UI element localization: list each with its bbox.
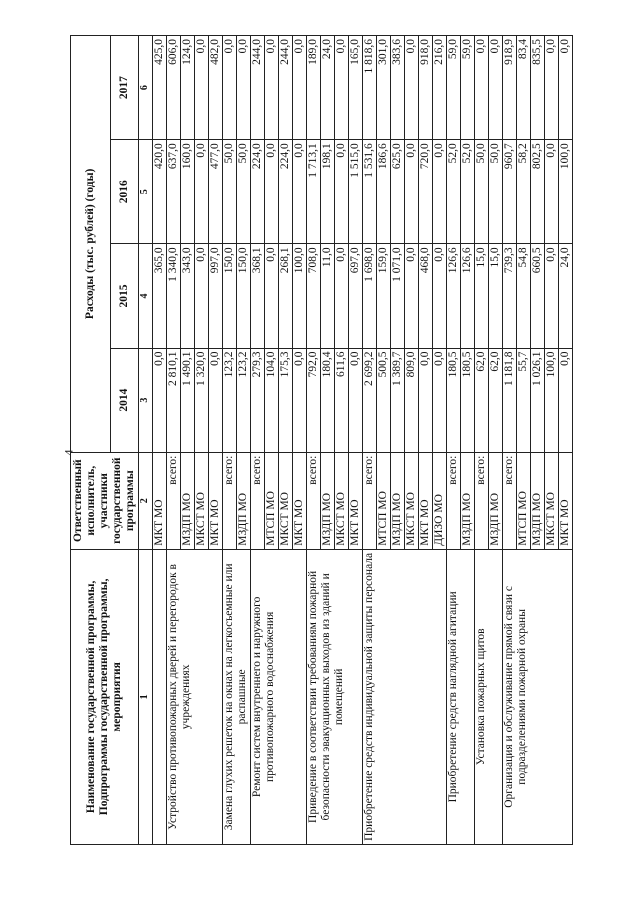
table-row: [503, 36, 517, 845]
expense-value: 477,0: [209, 140, 223, 244]
expense-value: 244,0: [279, 36, 293, 140]
expense-value: 52,0: [447, 140, 461, 244]
expense-value: 160,0: [181, 140, 195, 244]
responsible-executor: МЗДП МО: [181, 452, 195, 549]
header-year: 2016: [111, 140, 139, 244]
expense-value: 62,0: [489, 348, 503, 452]
header-expenses: Расходы (тыс. рублей) (годы): [71, 36, 111, 453]
expense-value: 500,5: [377, 348, 391, 452]
expense-value: 123,2: [237, 348, 251, 452]
expense-value: 708,0: [307, 244, 321, 348]
expense-value: 0,0: [419, 348, 433, 452]
expense-value: 0,0: [223, 36, 237, 140]
responsible-executor: МКТ МО: [559, 452, 573, 549]
responsible-executor: МКСТ МО: [195, 452, 209, 549]
header-year: 2017: [111, 36, 139, 140]
expense-value: 1 818,6: [363, 36, 377, 140]
expense-value: 960,7: [503, 140, 517, 244]
expense-value: 482,0: [209, 36, 223, 140]
responsible-executor: МТСП МО: [265, 452, 279, 549]
table-row: [223, 36, 237, 845]
expense-value: 425,0: [153, 36, 167, 140]
expense-value: 1 181,8: [503, 348, 517, 452]
expense-value: 1 389,7: [391, 348, 405, 452]
expense-value: 660,5: [531, 244, 545, 348]
expense-value: 100,0: [545, 348, 559, 452]
expense-value: 50,0: [475, 140, 489, 244]
measure-name: Приобретение средств индивидуальной защиты персонала: [363, 549, 447, 844]
expense-value: 124,0: [181, 36, 195, 140]
column-index: 6: [139, 36, 153, 140]
responsible-executor: МЗДП МО: [461, 452, 475, 549]
expense-value: 739,3: [503, 244, 517, 348]
total-label: всего:: [503, 452, 517, 549]
expense-value: 0,0: [405, 140, 419, 244]
expense-value: 24,0: [559, 244, 573, 348]
expense-value: 611,6: [335, 348, 349, 452]
expense-value: 0,0: [433, 140, 447, 244]
expense-value: 1 026,1: [531, 348, 545, 452]
expense-value: 1 071,0: [391, 244, 405, 348]
expense-value: 180,5: [447, 348, 461, 452]
expense-value: 0,0: [195, 244, 209, 348]
expense-value: 175,3: [279, 348, 293, 452]
expense-value: 2 810,1: [167, 348, 181, 452]
expense-value: 0,0: [475, 36, 489, 140]
total-label: всего:: [363, 452, 377, 549]
expense-value: 0,0: [335, 36, 349, 140]
table-row: [251, 36, 265, 845]
expense-value: 606,0: [167, 36, 181, 140]
expense-value: 637,0: [167, 140, 181, 244]
responsible-executor: МКСТ МО: [405, 452, 419, 549]
responsible-executor: МЗДП МО: [391, 452, 405, 549]
expense-value: 224,0: [251, 140, 265, 244]
expense-value: 0,0: [293, 140, 307, 244]
expense-value: 0,0: [545, 36, 559, 140]
expense-value: 0,0: [209, 348, 223, 452]
responsible-executor: МКСТ МО: [279, 452, 293, 549]
responsible-executor: МКСТ МО: [545, 452, 559, 549]
expense-value: 1 320,0: [195, 348, 209, 452]
expense-value: 83,4: [517, 36, 531, 140]
expense-value: 50,0: [237, 140, 251, 244]
expense-value: 2 699,2: [363, 348, 377, 452]
responsible-executor: МЗДП МО: [531, 452, 545, 549]
expense-value: 279,3: [251, 348, 265, 452]
expense-value: 59,0: [461, 36, 475, 140]
expense-value: 0,0: [195, 36, 209, 140]
responsible-executor: МЗДП МО: [489, 452, 503, 549]
expense-value: 50,0: [223, 140, 237, 244]
expense-value: 0,0: [293, 348, 307, 452]
table-row: [167, 36, 181, 845]
expense-value: 159,0: [377, 244, 391, 348]
expense-value: 383,6: [391, 36, 405, 140]
expense-value: 0,0: [545, 140, 559, 244]
expense-value: 11,0: [321, 244, 335, 348]
total-label: всего:: [251, 452, 265, 549]
expense-value: 165,0: [349, 36, 363, 140]
table-row: [475, 36, 489, 845]
measure-name: Приобретение средств наглядной агитации: [447, 549, 475, 844]
rotated-page: [70, 35, 590, 845]
expense-value: 180,5: [461, 348, 475, 452]
expense-value: 0,0: [335, 244, 349, 348]
expense-value: 123,2: [223, 348, 237, 452]
expense-value: 24,0: [321, 36, 335, 140]
responsible-executor: МКТ МО: [349, 452, 363, 549]
expense-value: 15,0: [475, 244, 489, 348]
table-body: [153, 36, 573, 845]
expense-value: 1 515,0: [349, 140, 363, 244]
measure-name: Ремонт систем внутреннего и наружного противопожарного водоснабжения: [251, 549, 307, 844]
page-number: 4: [61, 449, 76, 456]
table-row: [363, 36, 377, 845]
expense-value: 100,0: [293, 244, 307, 348]
expense-value: 0,0: [433, 244, 447, 348]
expense-value: 54,8: [517, 244, 531, 348]
expense-value: 301,0: [377, 36, 391, 140]
responsible-executor: МКТ МО: [293, 452, 307, 549]
header-responsible: Ответственный исполнитель, участники государственной программы: [71, 452, 139, 549]
expense-value: 918,0: [419, 36, 433, 140]
expense-value: 0,0: [265, 36, 279, 140]
expense-value: 0,0: [559, 348, 573, 452]
header-year: 2015: [111, 244, 139, 348]
expense-value: 186,6: [377, 140, 391, 244]
expense-value: 100,0: [559, 140, 573, 244]
expense-value: 104,0: [265, 348, 279, 452]
expense-value: 268,1: [279, 244, 293, 348]
expense-value: 59,0: [447, 36, 461, 140]
total-label: всего:: [447, 452, 461, 549]
total-label: всего:: [475, 452, 489, 549]
expense-value: 55,7: [517, 348, 531, 452]
expense-value: 126,6: [461, 244, 475, 348]
expense-value: 0,0: [195, 140, 209, 244]
expense-value: 997,0: [209, 244, 223, 348]
expense-value: 0,0: [545, 244, 559, 348]
responsible-executor: МТСП МО: [377, 452, 391, 549]
expense-value: 224,0: [279, 140, 293, 244]
measure-name: Приведение в соответствии требованиям пожарной безопасности эвакуационных выходов из зданий и помещений: [307, 549, 363, 844]
expense-value: 368,1: [251, 244, 265, 348]
column-index: 5: [139, 140, 153, 244]
table-row: [447, 36, 461, 845]
responsible-executor: МКТ МО: [209, 452, 223, 549]
responsible-executor: МКТ МО: [419, 452, 433, 549]
expense-value: 420,0: [153, 140, 167, 244]
responsible-executor: МЗДП МО: [321, 452, 335, 549]
responsible-executor: МЗДП МО: [237, 452, 251, 549]
expense-value: 180,4: [321, 348, 335, 452]
expense-value: 1 490,1: [181, 348, 195, 452]
expense-value: 802,5: [531, 140, 545, 244]
expense-value: 1 531,6: [363, 140, 377, 244]
table-row: [307, 36, 321, 845]
total-label: всего:: [223, 452, 237, 549]
header-year: 2014: [111, 348, 139, 452]
expense-value: 1 713,1: [307, 140, 321, 244]
expense-value: 62,0: [475, 348, 489, 452]
expense-value: 58,2: [517, 140, 531, 244]
measure-name: Установка пожарных щитов: [475, 549, 503, 844]
measure-name: Организация и обслуживание прямой связи с подразделениями пожарной охраны: [503, 549, 573, 844]
expense-value: 198,1: [321, 140, 335, 244]
expense-value: 697,0: [349, 244, 363, 348]
expense-value: 343,0: [181, 244, 195, 348]
expense-value: 0,0: [265, 244, 279, 348]
expense-value: 15,0: [489, 244, 503, 348]
responsible-executor: МКСТ МО: [335, 452, 349, 549]
expense-value: 216,0: [433, 36, 447, 140]
expense-value: 792,0: [307, 348, 321, 452]
table-row: [153, 36, 167, 845]
expense-value: 0,0: [405, 36, 419, 140]
expense-value: 189,0: [307, 36, 321, 140]
expense-value: 468,0: [419, 244, 433, 348]
expense-value: 52,0: [461, 140, 475, 244]
expense-value: 244,0: [251, 36, 265, 140]
column-index: 3: [139, 348, 153, 452]
expense-value: 1 698,0: [363, 244, 377, 348]
expense-value: 150,0: [223, 244, 237, 348]
column-index: 2: [139, 452, 153, 549]
expense-value: 0,0: [349, 348, 363, 452]
responsible-executor: ДИЗО МО: [433, 452, 447, 549]
expense-value: 50,0: [489, 140, 503, 244]
responsible-executor: МТСП МО: [517, 452, 531, 549]
expense-value: 0,0: [559, 36, 573, 140]
expense-value: 0,0: [237, 36, 251, 140]
budget-table: [70, 35, 573, 845]
expense-value: 625,0: [391, 140, 405, 244]
expense-value: 126,6: [447, 244, 461, 348]
expense-value: 0,0: [335, 140, 349, 244]
expense-value: 809,0: [405, 348, 419, 452]
total-label: всего:: [307, 452, 321, 549]
column-index: 1: [139, 549, 153, 844]
responsible-executor: МКТ МО: [153, 452, 167, 549]
expense-value: 365,0: [153, 244, 167, 348]
measure-name: Устройство противопожарных дверей и перегородок в учреждениях: [167, 549, 223, 844]
expense-value: 835,5: [531, 36, 545, 140]
expense-value: 150,0: [237, 244, 251, 348]
column-index: 4: [139, 244, 153, 348]
header-name: Наименование государственной программы, Подпрограммы государственной программы, мероприятия: [71, 549, 139, 844]
expense-value: 0,0: [405, 244, 419, 348]
expense-value: 720,0: [419, 140, 433, 244]
expense-value: 0,0: [153, 348, 167, 452]
expense-value: 1 340,0: [167, 244, 181, 348]
expense-value: 918,9: [503, 36, 517, 140]
total-label: всего:: [167, 452, 181, 549]
expense-value: 0,0: [293, 36, 307, 140]
measure-name: Замена глухих решеток на окнах на легкосъемные или распашные: [223, 549, 251, 844]
expense-value: 0,0: [489, 36, 503, 140]
expense-value: 0,0: [265, 140, 279, 244]
measure-name: [153, 549, 167, 844]
expense-value: 0,0: [433, 348, 447, 452]
